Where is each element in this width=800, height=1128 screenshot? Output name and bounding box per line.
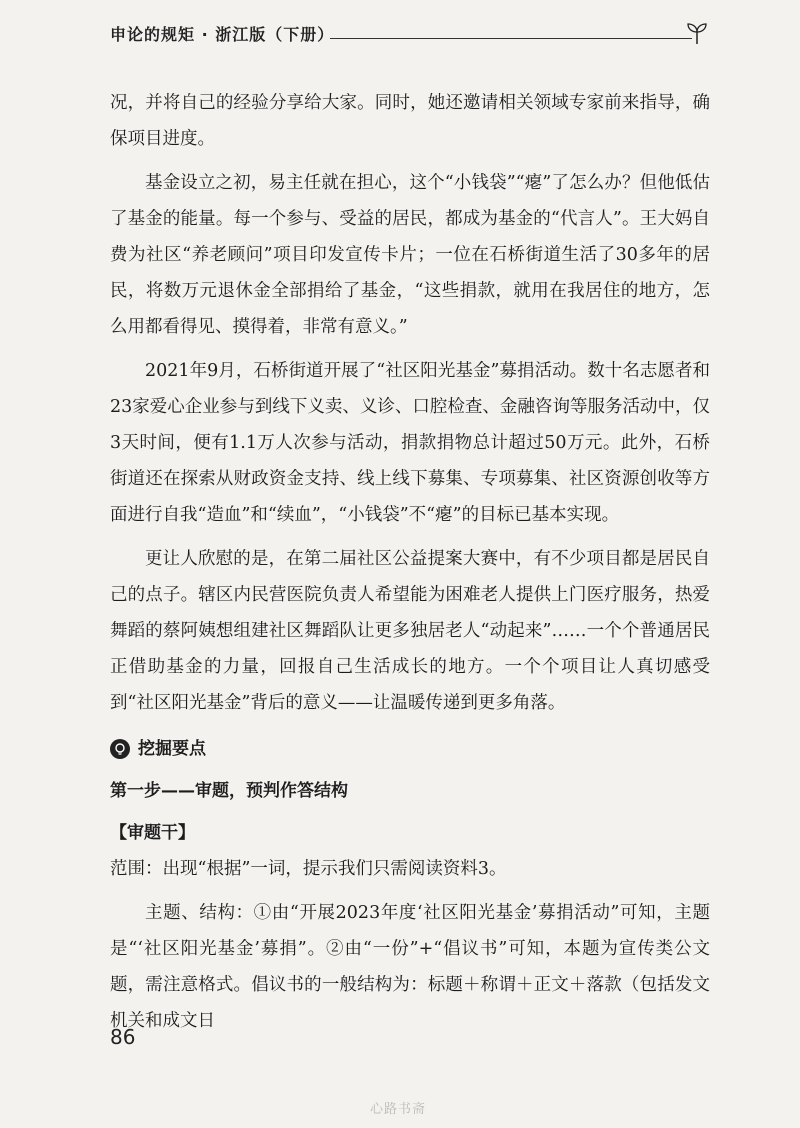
paragraph-1: 况，并将自己的经验分享给大家。同时，她还邀请相关领域专家前来指导，确保项目进度。: [110, 93, 710, 149]
header-rule: [330, 38, 692, 39]
page-body: [110, 85, 710, 1039]
review-question-label: 【审题干】: [110, 823, 195, 843]
bulb-icon: [110, 739, 130, 759]
theme-structure-paragraph: 主题、结构：①由“开展2023年度‘社区阳光基金’募捐活动”可知，主题是“‘社区阳光基金’募捐”。②由“一份”+“倡议书”可知，本题为宣传类公文题，需注意格式。倡议书的一般结构为：标题＋称谓＋正文＋落款（包括发文机关和成文日: [110, 903, 710, 1031]
paragraph-2: 基金设立之初，易主任就在担心，这个“小钱袋”“瘪”了怎么办？但他低估了基金的能量。每一个参与、受益的居民，都成为基金的“代言人”。王大妈自费为社区“养老顾问”项目印发宣传卡片；一位在石桥街道生活了30多年的居民，将数万元退休金全部捐给了基金，“这些捐款，就用在我居住的地方，怎么用都看得见、摸得着，非常有意义。”: [110, 173, 710, 337]
page-number: 86: [110, 1025, 136, 1049]
sprout-icon: [684, 20, 710, 46]
section-heading: [110, 731, 710, 767]
book-title: 申论的规矩 · 浙江版（下册）: [110, 25, 335, 44]
scope-paragraph: 范围：出现“根据”一词，提示我们只需阅读资料3。: [110, 859, 507, 879]
paragraph-4: 更让人欣慰的是，在第二届社区公益提案大赛中，有不少项目都是居民自己的点子。辖区内民营医院负责人希望能为困难老人提供上门医疗服务，热爱舞蹈的蔡阿姨想组建社区舞蹈队让更多独居老人“动起来”……一个个普通居民正借助基金的力量，回报自己生活成长的地方。一个个项目让人真切感受到“社区阳光基金”背后的意义——让温暖传递到更多角落。: [110, 549, 710, 713]
section-heading-label: 挖掘要点: [138, 739, 206, 759]
step-one-heading: 第一步——审题，预判作答结构: [110, 781, 348, 801]
watermark: 心路书斋: [370, 1102, 427, 1117]
running-header: [110, 20, 710, 48]
paragraph-3: 2021年9月，石桥街道开展了“社区阳光基金”募捐活动。数十名志愿者和23家爱心企业参与到线下义卖、义诊、口腔检查、金融咨询等服务活动中，仅3天时间，便有1.1万人次参与活动，捐款捐物总计超过50万元。此外，石桥街道还在探索从财政资金支持、线上线下募集、专项募集、社区资源创收等方面进行自我“造血”和“续血”，“小钱袋”不“瘪”的目标已基本实现。: [110, 361, 710, 525]
